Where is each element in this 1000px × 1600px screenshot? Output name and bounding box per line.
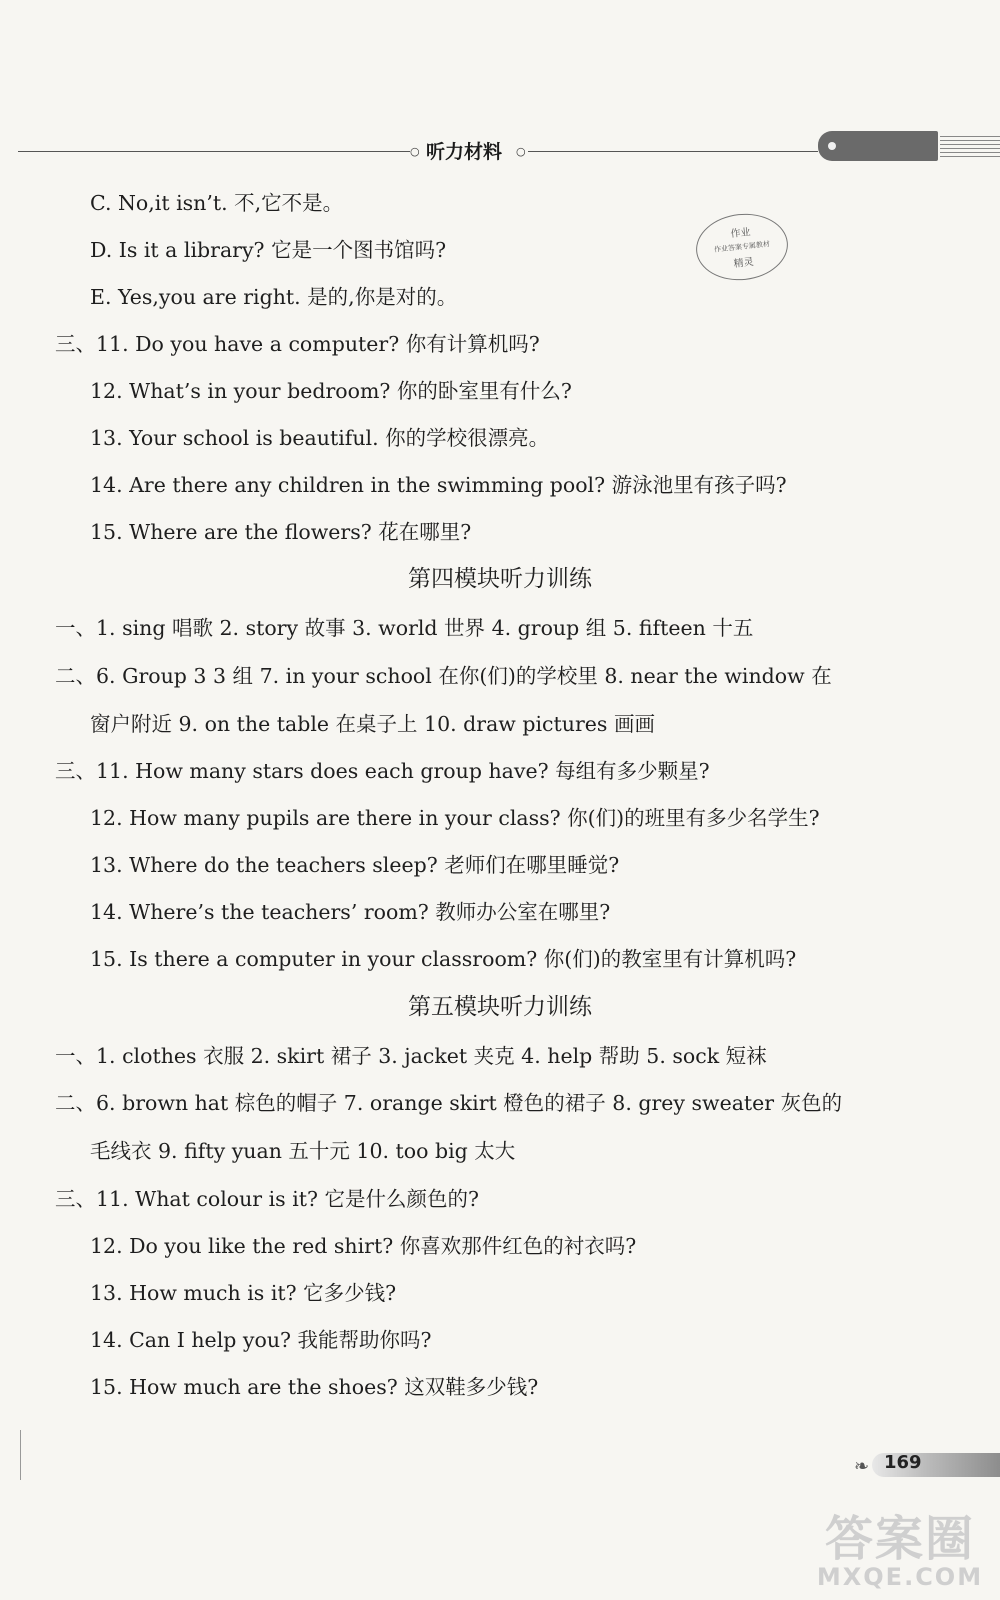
stamp-line-1: 作业 bbox=[730, 227, 752, 241]
answer-line: 14. Are there any children in the swimming pool? 游泳池里有孩子吗? bbox=[90, 473, 787, 497]
section-title-module-4: 第四模块听力训练 bbox=[408, 566, 592, 592]
answer-line: 二、6. brown hat 棕色的帽子 7. orange skirt 橙色的裙子 8. grey sweater 灰色的 bbox=[55, 1091, 843, 1115]
answer-line: 三、11. What colour is it? 它是什么颜色的? bbox=[55, 1187, 479, 1211]
answer-line: 14. Where’s the teachers’ room? 教师办公室在哪里? bbox=[90, 900, 611, 924]
answer-line: 13. Your school is beautiful. 你的学校很漂亮。 bbox=[90, 426, 550, 450]
watermark-line-2: MXQE.COM bbox=[816, 1563, 984, 1591]
answer-line: D. Is it a library? 它是一个图书馆吗? bbox=[90, 238, 447, 262]
answer-line: 三、11. How many stars does each group have? 每组有多少颗星? bbox=[55, 759, 710, 783]
header-dot-left: ○ bbox=[410, 145, 420, 158]
answer-line: 12. How many pupils are there in your class? 你(们)的班里有多少名学生? bbox=[90, 806, 820, 830]
header-rule-right bbox=[528, 151, 818, 152]
margin-mark bbox=[20, 1430, 21, 1480]
stamp-line-3: 精灵 bbox=[733, 256, 755, 270]
homework-stamp bbox=[693, 209, 791, 284]
answer-line: E. Yes,you are right. 是的,你是对的。 bbox=[90, 285, 458, 309]
answer-line: C. No,it isn’t. 不,它不是。 bbox=[90, 191, 344, 215]
header-dot-right: ○ bbox=[516, 145, 526, 158]
header-tab bbox=[818, 131, 938, 161]
answer-line: 一、1. clothes 衣服 2. skirt 裙子 3. jacket 夹克 4. help 帮助 5. sock 短袜 bbox=[55, 1044, 767, 1068]
stamp-line-2: 作业答案专属教材 bbox=[713, 240, 771, 254]
answer-line: 12. What’s in your bedroom? 你的卧室里有什么? bbox=[90, 379, 572, 403]
answer-line: 15. How much are the shoes? 这双鞋多少钱? bbox=[90, 1375, 539, 1399]
answer-line: 一、1. sing 唱歌 2. story 故事 3. world 世界 4. group 组 5. fifteen 十五 bbox=[55, 616, 754, 640]
answer-line: 15. Where are the flowers? 花在哪里? bbox=[90, 520, 472, 544]
header-stripes bbox=[940, 136, 1000, 158]
section-title-module-5: 第五模块听力训练 bbox=[408, 994, 592, 1020]
answer-line: 13. Where do the teachers sleep? 老师们在哪里睡觉? bbox=[90, 853, 620, 877]
header-rule-left bbox=[18, 151, 410, 152]
answer-line: 毛线衣 9. fifty yuan 五十元 10. too big 太大 bbox=[90, 1139, 516, 1163]
answer-line: 15. Is there a computer in your classroom? 你(们)的教室里有计算机吗? bbox=[90, 947, 797, 971]
answer-line: 三、11. Do you have a computer? 你有计算机吗? bbox=[55, 332, 540, 356]
header-title: 听力材料 bbox=[426, 141, 503, 163]
leaf-icon: ❧ bbox=[854, 1456, 870, 1477]
answer-line: 13. How much is it? 它多少钱? bbox=[90, 1281, 397, 1305]
answer-line: 窗户附近 9. on the table 在桌子上 10. draw pictures 画画 bbox=[90, 712, 655, 736]
answer-line: 12. Do you like the red shirt? 你喜欢那件红色的衬衣吗? bbox=[90, 1234, 637, 1258]
header-tab-dot bbox=[828, 142, 836, 150]
answer-line: 14. Can I help you? 我能帮助你吗? bbox=[90, 1328, 432, 1352]
page-number: 169 bbox=[884, 1452, 922, 1473]
watermark-line-1: 答案圈 bbox=[824, 1511, 975, 1567]
site-watermark bbox=[800, 1500, 1000, 1600]
answer-line: 二、6. Group 3 3 组 7. in your school 在你(们)的学校里 8. near the window 在 bbox=[55, 664, 832, 688]
